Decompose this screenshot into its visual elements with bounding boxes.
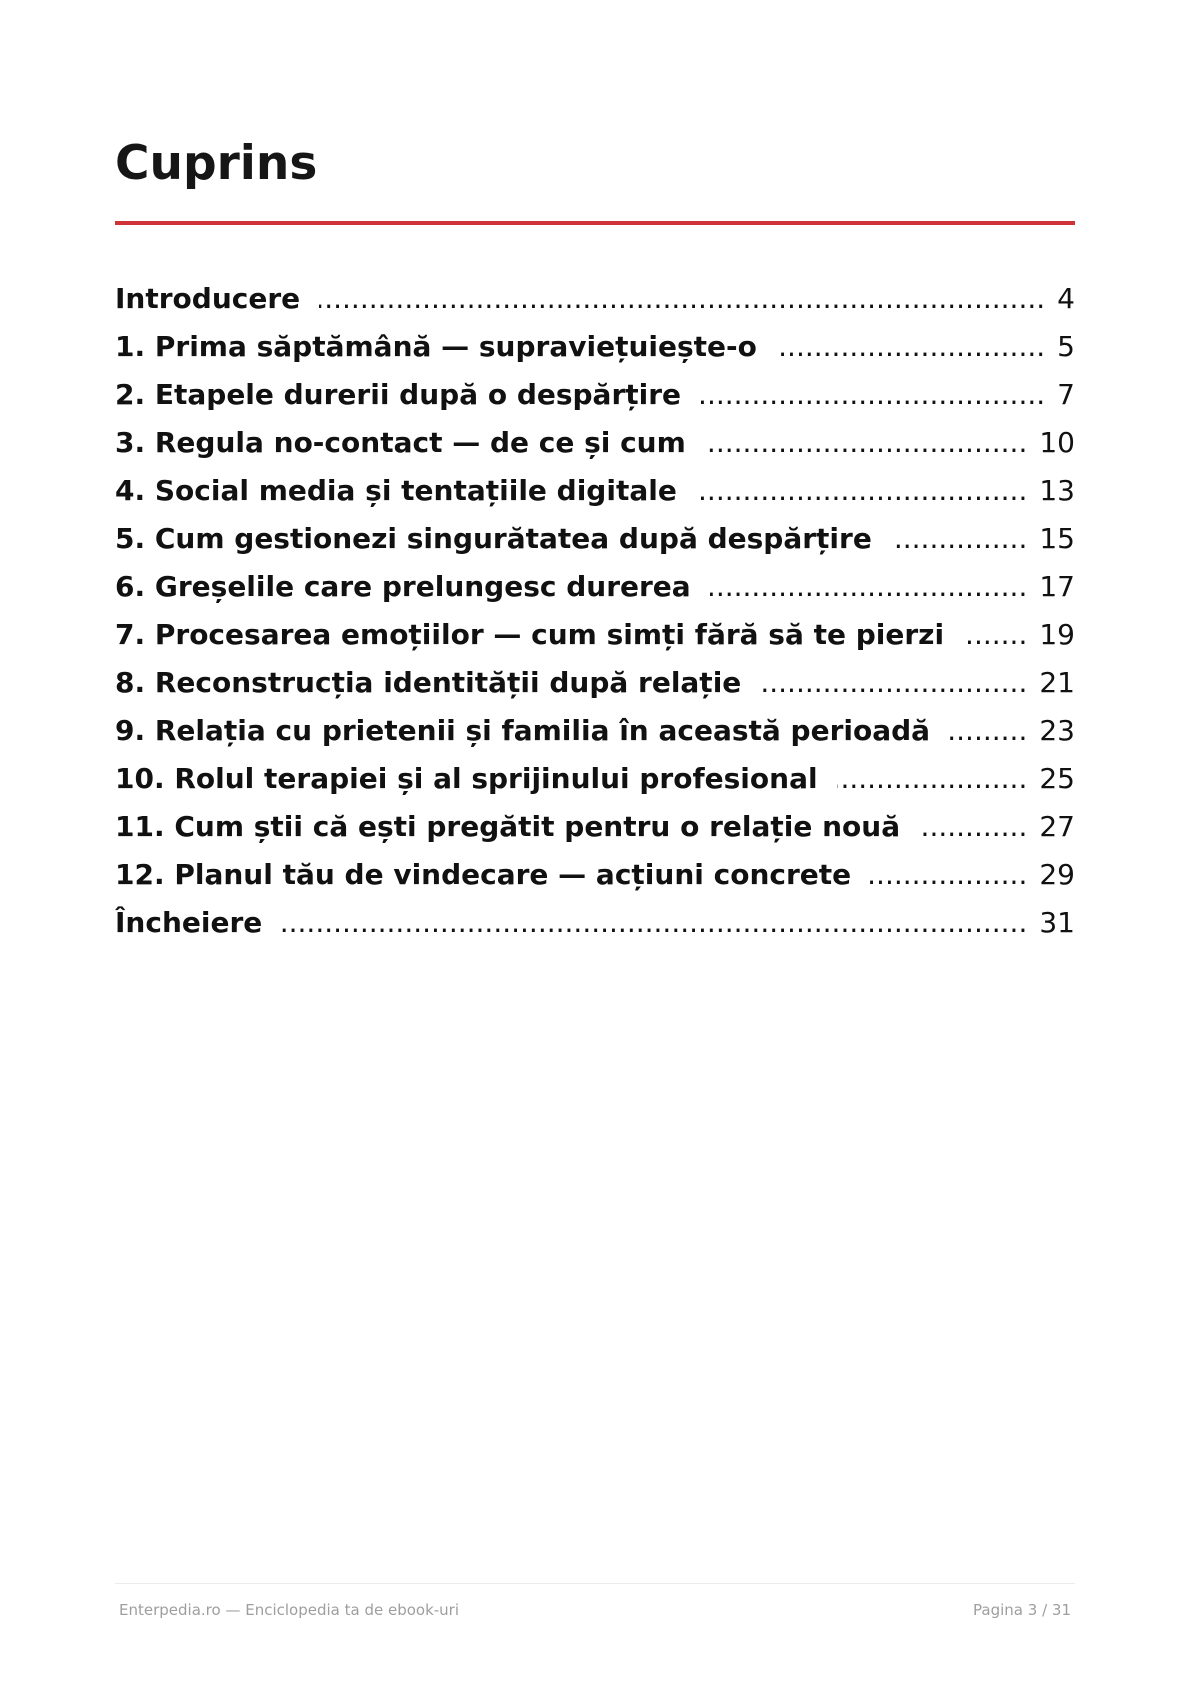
toc-entry[interactable] [115, 419, 1075, 467]
toc-entry-title: 2. Etapele durerii după o despărțire [115, 378, 682, 411]
toc-entry[interactable] [115, 515, 1075, 563]
heading-underline [115, 221, 1075, 225]
toc-entry[interactable] [115, 371, 1075, 419]
toc-entry-title: 11. Cum știi că ești pregătit pentru o relație nouă [115, 810, 901, 843]
toc-entry-title: 10. Rolul terapiei și al sprijinului profesional [115, 762, 818, 795]
toc-entry-page-number: 13 [1039, 474, 1075, 507]
toc-entry-page-number: 4 [1057, 282, 1075, 315]
toc-entry-title: 3. Regula no-contact — de ce și cum [115, 426, 686, 459]
toc-entry[interactable] [115, 851, 1075, 899]
toc-entry[interactable] [115, 467, 1075, 515]
toc-entry-page-number: 19 [1039, 618, 1075, 651]
toc-entry-title: 4. Social media și tentațiile digitale [115, 474, 677, 507]
toc-entry[interactable] [115, 611, 1075, 659]
toc-entry-title: 8. Reconstrucția identității după relație [115, 666, 742, 699]
toc-entry-page-number: 7 [1057, 378, 1075, 411]
toc-entry[interactable] [115, 563, 1075, 611]
toc-entry-title: Introducere [115, 282, 301, 315]
dot-leader [710, 563, 1028, 611]
toc-entry-page-number: 31 [1039, 906, 1075, 939]
toc-entry-page-number: 17 [1039, 570, 1075, 603]
page-title: Cuprins [115, 136, 318, 191]
toc-entry-title: 5. Cum gestionezi singurătatea după despărțire [115, 522, 872, 555]
toc-entry-page-number: 29 [1039, 858, 1075, 891]
dot-leader [837, 755, 1028, 803]
dot-leader [891, 515, 1028, 563]
table-of-contents [115, 275, 1075, 947]
dot-leader [963, 611, 1027, 659]
dot-leader [281, 899, 1027, 947]
dot-leader [949, 707, 1027, 755]
toc-entry[interactable] [115, 899, 1075, 947]
toc-entry[interactable] [115, 755, 1075, 803]
page-footer [115, 1600, 1075, 1620]
dot-leader [776, 323, 1045, 371]
toc-entry-title: 6. Greșelile care prelungesc durerea [115, 570, 691, 603]
toc-entry-page-number: 10 [1039, 426, 1075, 459]
toc-entry-page-number: 21 [1039, 666, 1075, 699]
toc-entry-page-number: 5 [1057, 330, 1075, 363]
toc-entry[interactable] [115, 659, 1075, 707]
toc-entry-title: 12. Planul tău de vindecare — acțiuni concrete [115, 858, 852, 891]
toc-entry-title: 1. Prima săptămână — supraviețuiește-o [115, 330, 757, 363]
dot-leader [319, 275, 1045, 323]
toc-entry-page-number: 15 [1039, 522, 1075, 555]
toc-entry-title: 7. Procesarea emoțiilor — cum simți fără să te pierzi [115, 618, 945, 651]
footer-page-indicator: Pagina 3 / 31 [973, 1601, 1071, 1619]
toc-entry[interactable] [115, 803, 1075, 851]
toc-entry-page-number: 25 [1039, 762, 1075, 795]
toc-entry-page-number: 27 [1039, 810, 1075, 843]
toc-entry-title: 9. Relația cu prietenii și familia în această perioadă [115, 714, 931, 747]
toc-entry[interactable] [115, 707, 1075, 755]
dot-leader [760, 659, 1027, 707]
footer-divider [115, 1583, 1075, 1584]
dot-leader [700, 371, 1045, 419]
toc-entry-title: Încheiere [115, 906, 263, 939]
toc-entry-page-number: 23 [1039, 714, 1075, 747]
toc-entry[interactable] [115, 275, 1075, 323]
dot-leader [705, 419, 1028, 467]
dot-leader [870, 851, 1027, 899]
dot-leader [696, 467, 1028, 515]
toc-entry[interactable] [115, 323, 1075, 371]
dot-leader [919, 803, 1027, 851]
footer-site-label: Enterpedia.ro — Enciclopedia ta de ebook-uri [119, 1601, 460, 1619]
